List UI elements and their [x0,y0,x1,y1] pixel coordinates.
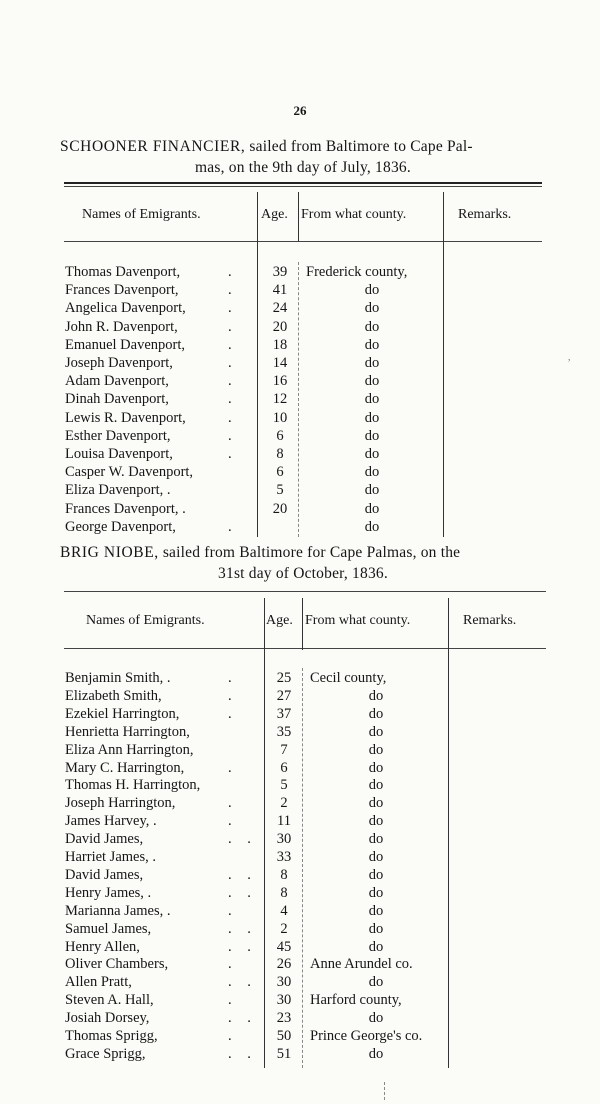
emigrant-county: do [368,974,384,991]
emigrant-county: do [364,518,380,535]
emigrant-age: 41 [272,282,288,299]
section-1-heading [60,136,546,178]
emigrant-name: Grace Sprigg, [65,1045,146,1062]
emigrant-name: Thomas Sprigg, [65,1028,158,1044]
emigrant-county: Harford county, [310,992,402,1009]
leader-dots: . . [228,974,257,991]
table-row [0,866,600,884]
emigrant-county: do [368,795,384,812]
table-row [0,884,600,902]
table-row [0,741,600,759]
table-row [0,830,600,848]
emigrant-county: do [368,705,384,722]
emigrant-name: Samuel James, [65,920,152,937]
table-row [0,427,600,445]
emigrant-age: 7 [280,741,288,758]
table-row [0,336,600,354]
table-row [0,902,600,920]
emigrant-county: do [368,920,384,937]
emigrant-county: do [364,464,380,481]
emigrant-county: Anne Arundel co. [310,956,413,973]
emigrant-age: 27 [276,687,292,704]
leader-dots: . . [228,866,257,883]
table-row [0,920,600,938]
margin-mark: , [568,352,571,363]
section-2-header-rule [64,648,546,649]
table-row [0,445,600,463]
emigrant-age: 2 [280,795,288,812]
leader-dots: . [228,705,238,722]
table-row [0,669,600,687]
section-1-title-line2: mas, on the 9th day of July, 1836. [195,159,411,176]
leader-dots: . [228,446,238,462]
leader-dots: . [228,318,238,335]
leader-dots: . [228,300,238,317]
emigrant-county: do [368,938,384,955]
emigrant-age: 16 [272,373,288,390]
table-row [0,759,600,777]
emigrant-name: Emanuel Davenport, [65,336,185,353]
emigrant-name: Dinah Davenport, [65,391,169,408]
emigrant-county: do [368,849,384,865]
emigrant-county: do [368,723,384,740]
table-row [0,776,600,794]
table-row [0,1009,600,1027]
section-1-top-rule [64,182,542,184]
table-row [0,1045,600,1063]
section-1-header-age: Age. [261,207,288,222]
section-1-header-rule [64,241,542,242]
table-row [0,463,600,481]
emigrant-name: Esther Davenport, [65,427,171,444]
emigrant-age: 11 [277,813,291,830]
emigrant-name: James Harvey, . [65,813,157,830]
emigrant-name: Lewis R. Davenport, [65,409,186,426]
emigrant-county: do [368,1045,384,1062]
emigrant-county: do [364,373,380,390]
leader-dots: . [228,282,238,299]
section-2-title-rest: sailed from Baltimore for Cape Palmas, on the [158,544,461,561]
emigrant-age: 50 [276,1028,292,1044]
emigrant-name: David James, [65,831,144,848]
emigrant-age: 26 [276,956,292,973]
emigrant-county: do [364,282,380,299]
leader-dots: . [228,409,238,426]
emigrant-age: 8 [280,884,288,901]
emigrant-name: Angelica Davenport, [65,300,186,317]
emigrant-name: Henry Allen, [65,938,140,955]
emigrant-county: do [368,759,384,776]
table-row [0,991,600,1009]
emigrant-name: Benjamin Smith, . [65,670,171,686]
page-number: 26 [293,103,307,118]
emigrant-age: 51 [276,1045,292,1062]
leader-dots: . [228,355,238,371]
emigrant-county: do [368,813,384,830]
emigrant-age: 10 [272,409,288,426]
emigrant-age: 30 [276,992,292,1009]
emigrant-county: do [368,687,384,704]
table-row [0,500,600,518]
emigrant-county: do [368,902,384,919]
emigrant-name: George Davenport, [65,518,176,535]
emigrant-name: Joseph Davenport, [65,355,173,371]
emigrant-age: 24 [272,300,288,317]
emigrant-age: 23 [276,1010,292,1027]
table-row [0,263,600,281]
leader-dots: . . [228,920,257,937]
emigrant-name: Henry James, . [65,884,152,901]
emigrant-age: 6 [276,427,284,444]
emigrant-county: do [368,866,384,883]
emigrant-age: 20 [272,500,288,517]
leader-dots: . . [228,1045,257,1062]
emigrant-county: do [364,336,380,353]
emigrant-county: do [364,409,380,426]
emigrant-name: Casper W. Davenport, [65,464,194,481]
table-row [0,955,600,973]
leader-dots: . [228,687,238,704]
table-row [0,409,600,427]
emigrant-age: 5 [280,777,288,794]
leader-dots: . [228,992,238,1009]
section-1-top-rule-inner [64,186,542,187]
leader-dots: . [228,1028,238,1044]
table-row [0,705,600,723]
emigrant-age: 12 [272,391,288,408]
leader-dots: . . [228,831,257,848]
emigrant-county: do [368,831,384,848]
emigrant-name: Josiah Dorsey, [65,1010,150,1027]
table-row [0,318,600,336]
emigrant-name: Joseph Harrington, [65,795,176,812]
leader-dots: . . [228,938,257,955]
section-1-col-divider-county-head [298,192,299,242]
section-2-header-age: Age. [266,613,293,628]
section-1-header-remarks: Remarks. [458,207,512,222]
emigrant-name: Eliza Ann Harrington, [65,741,194,758]
table-row [0,687,600,705]
section-1-header-names: Names of Emigrants. [82,207,201,222]
leader-dots: . [228,813,238,830]
emigrant-county: do [364,355,380,371]
emigrant-name: Thomas Davenport, [65,264,181,280]
emigrant-age: 45 [276,938,292,955]
emigrant-county: do [364,427,380,444]
emigrant-age: 14 [272,355,288,371]
table-row [0,390,600,408]
emigrant-name: Steven A. Hall, [65,992,154,1009]
emigrant-county: Prince George's co. [310,1028,423,1044]
emigrant-county: do [364,500,380,517]
emigrant-county: do [368,884,384,901]
leader-dots: . [228,373,238,390]
section-1-header-county: From what county. [301,207,407,222]
emigrant-age: 37 [276,705,292,722]
table-row [0,518,600,536]
leader-dots: . [228,902,238,919]
emigrant-name: Adam Davenport, [65,373,169,390]
emigrant-name: David James, [65,866,144,883]
leader-dots: . . [228,884,257,901]
emigrant-name: Elizabeth Smith, [65,687,162,704]
leader-dots: . [228,795,238,812]
emigrant-name: Harriet James, . [65,849,156,865]
section-2-header-remarks: Remarks. [463,613,517,628]
emigrant-name: Frances Davenport, [65,282,179,299]
leader-dots: . [228,759,238,776]
emigrant-age: 35 [276,723,292,740]
emigrant-county: do [364,446,380,462]
table-row [0,1027,600,1045]
leader-dots: . [228,670,238,686]
emigrant-name: John R. Davenport, [65,318,178,335]
table-row [0,812,600,830]
emigrant-name: Frances Davenport, . [65,500,186,517]
emigrant-county: do [368,741,384,758]
leader-dots: . . [228,1010,257,1027]
section-2-header-names: Names of Emigrants. [86,613,205,628]
emigrant-age: 5 [276,482,284,499]
table-row [0,973,600,991]
emigrant-age: 8 [276,446,284,462]
emigrant-age: 2 [280,920,288,937]
emigrant-county: do [364,482,380,499]
section-2-col-divider-county-head [302,598,303,650]
emigrant-age: 33 [276,849,292,865]
section-1-title-rest: sailed from Baltimore to Cape Pal- [245,138,473,155]
bottom-mark [384,1082,385,1100]
leader-dots: . [228,956,238,973]
table-row [0,281,600,299]
emigrant-age: 30 [276,974,292,991]
emigrant-name: Eliza Davenport, . [65,482,171,499]
section-2-title-line2: 31st day of October, 1836. [218,565,388,582]
leader-dots: . [228,336,238,353]
section-2-top-rule [64,591,546,592]
table-row [0,354,600,372]
section-1-vessel: SCHOONER FINANCIER, [60,138,246,155]
emigrant-name: Henrietta Harrington, [65,723,190,740]
emigrant-age: 39 [272,264,288,280]
emigrant-county: Cecil county, [310,670,387,686]
emigrant-county: Frederick county, [306,264,408,280]
emigrant-name: Thomas H. Harrington, [65,777,201,794]
table-row [0,848,600,866]
emigrant-age: 25 [276,670,292,686]
table-row [0,299,600,317]
table-row [0,794,600,812]
emigrant-name: Marianna James, . [65,902,171,919]
leader-dots: . [228,427,238,444]
emigrant-county: do [364,318,380,335]
emigrant-age: 30 [276,831,292,848]
emigrant-county: do [368,1010,384,1027]
leader-dots: . [228,391,238,408]
table-row [0,723,600,741]
table-row [0,372,600,390]
leader-dots: . [228,518,238,535]
emigrant-name: Allen Pratt, [65,974,132,991]
section-2-heading [60,542,546,584]
section-2-vessel: BRIG NIOBE, [60,544,159,561]
section-2-header-county: From what county. [305,613,411,628]
emigrant-name: Mary C. Harrington, [65,759,185,776]
emigrant-name: Louisa Davenport, [65,446,173,462]
leader-dots: . [228,264,238,280]
emigrant-county: do [368,777,384,794]
emigrant-county: do [364,391,380,408]
table-row [0,481,600,499]
emigrant-name: Oliver Chambers, [65,956,169,973]
emigrant-name: Ezekiel Harrington, [65,705,180,722]
emigrant-age: 8 [280,866,288,883]
table-row [0,938,600,956]
emigrant-age: 18 [272,336,288,353]
emigrant-age: 6 [276,464,284,481]
emigrant-county: do [364,300,380,317]
emigrant-age: 6 [280,759,288,776]
emigrant-age: 20 [272,318,288,335]
emigrant-age: 4 [280,902,288,919]
